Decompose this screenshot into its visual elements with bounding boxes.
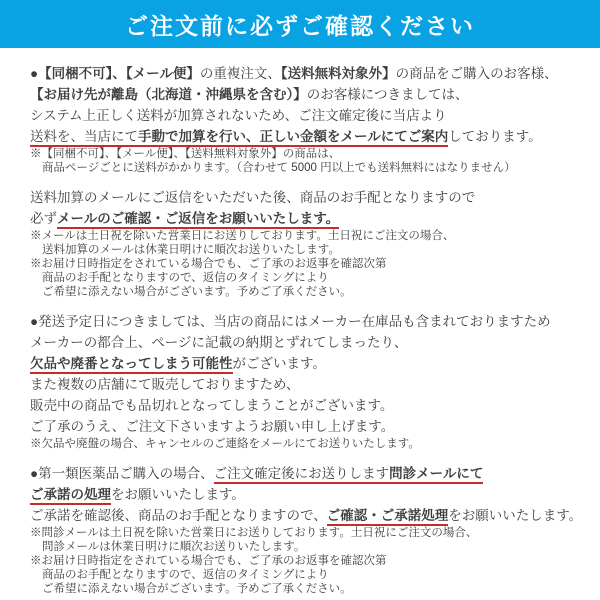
text-run: ご希望に添えない場合がございます。予めご了承ください。: [42, 286, 352, 298]
emphasized-text-run: ご注文確定後にお送りします: [214, 466, 390, 484]
text-run: ●【同梱不可】、【メール便】: [30, 66, 200, 81]
text-line: [30, 84, 592, 105]
text-line: [30, 105, 592, 126]
emphasized-text-run: 問診メールにて: [389, 466, 483, 484]
text-run: のお客様につきましては、: [306, 87, 469, 102]
section-shipping-schedule: [30, 311, 592, 451]
text-line: [30, 332, 592, 353]
note-line: [30, 161, 592, 175]
text-run: ※メールは土日祝を除いた営業日にお送りしております。土日祝にご注文の場合、: [30, 230, 455, 242]
text-line: [30, 187, 592, 208]
text-line: [30, 374, 592, 395]
section-class1-medicine: [30, 463, 592, 596]
text-run: がございます。: [232, 356, 326, 371]
note-line: [30, 554, 592, 568]
text-run: ※【同梱不可】、【メール便】、【送料無料対象外】の商品は、: [30, 148, 341, 160]
text-run: ●第一類医薬品ご購入の場合、: [30, 466, 214, 481]
text-run: また複数の店舗にて販売しておりますため、: [30, 377, 300, 392]
text-run: をお願いいたします。: [448, 508, 583, 523]
text-line: [30, 484, 592, 505]
text-run: ※お届け日時指定をされている場合でも、ご了承のお返事を確認次第: [30, 258, 387, 270]
notice-header-banner: [0, 0, 600, 48]
note-line: [30, 568, 592, 582]
text-run: ご承諾を確認後、商品のお手配となりますので、: [30, 508, 327, 523]
text-run: 【お届け先が離島（北海道・沖縄県を含む）】: [30, 87, 307, 102]
text-run: ※お届け日時指定をされている場合でも、ご了承のお返事を確認次第: [30, 555, 387, 567]
sections: [0, 48, 600, 596]
text-run: 必ず: [30, 211, 57, 226]
text-run: メーカーの都合上、ページに記載の納期とずれてしまったり、: [30, 335, 408, 350]
text-line: [30, 353, 592, 374]
note-line: [30, 229, 592, 243]
text-run: 商品ページごとに送料がかかります。（合わせて 5000 円以上でも送料無料にはなりません）: [42, 162, 516, 174]
note-line: [30, 285, 592, 299]
text-run: をお願いいたします。: [111, 487, 245, 502]
text-run: ※欠品や廃盤の場合、キャンセルのご連絡をメールにてお送りいたします。: [30, 438, 420, 450]
emphasized-text-run: 欠品や廃番となってしまう可能性: [30, 356, 233, 374]
text-line: [30, 63, 592, 84]
note-line: [30, 243, 592, 257]
text-run: ●発送予定日につきましては、当店の商品にはメーカー在庫品も含まれておりますため: [30, 314, 551, 329]
text-line: [30, 395, 592, 416]
text-line: [30, 311, 592, 332]
text-line: [30, 463, 592, 484]
note-line: [30, 526, 592, 540]
text-run: ご希望に添えない場合がございます。予めご了承ください。: [42, 583, 352, 595]
emphasized-text-run: ご承諾の処理: [30, 487, 111, 505]
emphasized-text-run: 送料を、当店にて: [30, 129, 138, 147]
section-shipping-addition: [30, 63, 592, 175]
text-line: [30, 416, 592, 437]
text-run: しております。: [448, 129, 542, 144]
note-line: [30, 257, 592, 271]
section-mail-reply: [30, 187, 592, 299]
note-line: [30, 147, 592, 161]
text-run: 送料加算のメールにご返信をいただいた後、商品のお手配となりますので: [30, 190, 476, 205]
note-line: [30, 582, 592, 596]
text-run: 問診メールは休業日明けに順次お送りいたします。: [42, 541, 306, 553]
text-run: システム上正しく送料が加算されないため、ご注文確定後に当店より: [30, 108, 447, 123]
text-run: の重複注文、: [199, 66, 281, 81]
note-line: [30, 437, 592, 451]
text-run: の商品をご購入のお客様、: [395, 66, 558, 81]
text-run: 商品のお手配となりますので、返信のタイミングにより: [42, 569, 329, 581]
text-run: 【送料無料対象外】: [280, 66, 396, 81]
note-line: [30, 540, 592, 554]
text-run: 送料加算のメールは休業日明けに順次お送りいたします。: [42, 244, 340, 256]
text-line: [30, 126, 592, 147]
emphasized-text-run: ご確認・ご承諾処理: [327, 508, 449, 526]
note-line: [30, 271, 592, 285]
text-run: ※問診メールは土日祝を除いた営業日にお送りしております。土日祝にご注文の場合、: [30, 527, 478, 539]
text-line: [30, 208, 592, 229]
text-run: 商品のお手配となりますので、返信のタイミングにより: [42, 272, 329, 284]
page-title: ご注文前に必ずご確認ください: [125, 12, 475, 39]
text-run: ご了承のうえ、ご注文下さいますようお願い申し上げます。: [30, 419, 395, 434]
text-run: 販売中の商品でも品切れとなってしまうことがございます。: [30, 398, 394, 413]
emphasized-text-run: メールのご確認・ご返信をお願いいたします。: [57, 211, 339, 229]
text-line: [30, 505, 592, 526]
emphasized-text-run: 手動で加算を行い、正しい金額をメールにてご案内: [138, 129, 448, 147]
